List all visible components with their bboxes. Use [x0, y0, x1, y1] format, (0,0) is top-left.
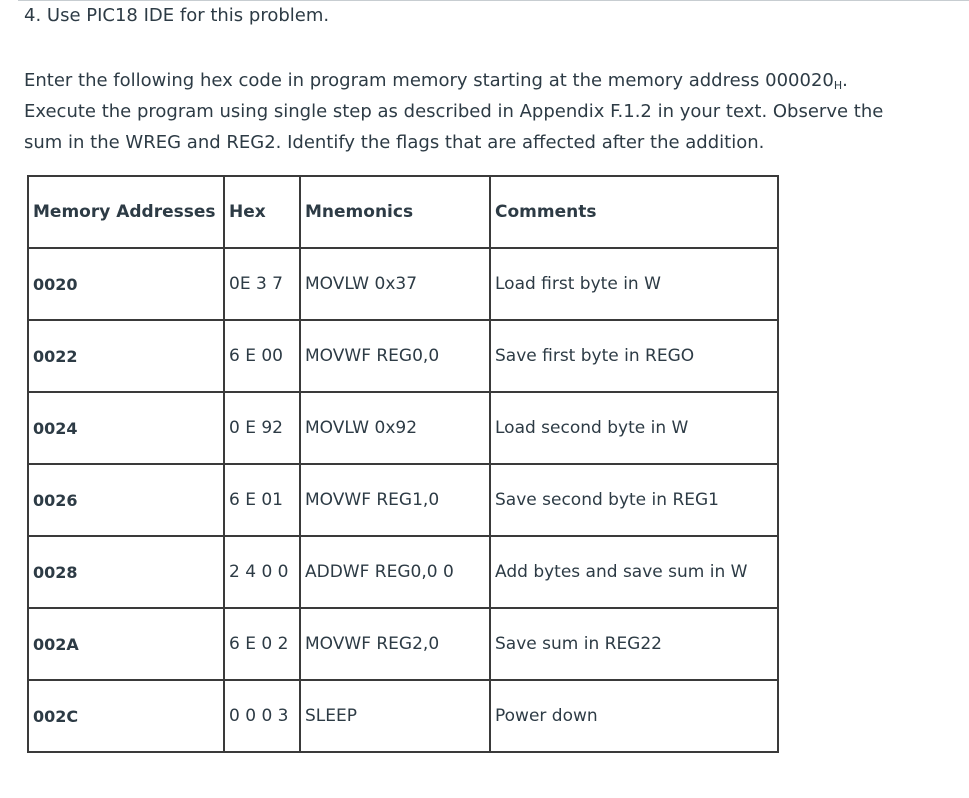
mnemonic-cell: MOVLW 0x92 [300, 392, 490, 464]
hex-cell: 0 0 0 3 [224, 680, 300, 752]
address-cell: 002A [28, 608, 224, 680]
hex-cell: 2 4 0 0 [224, 536, 300, 608]
address-cell: 0026 [28, 464, 224, 536]
table-row [28, 392, 778, 464]
mnemonic-cell: SLEEP [300, 680, 490, 752]
header-mnemonics: Mnemonics [300, 176, 490, 248]
instructions-line-1 [24, 65, 954, 96]
address-cell: 0028 [28, 536, 224, 608]
table-row [28, 536, 778, 608]
address-cell: 0024 [28, 392, 224, 464]
hex-cell: 6 E 0 2 [224, 608, 300, 680]
program-table [27, 175, 779, 753]
hex-subscript: H [833, 79, 843, 92]
hex-cell: 6 E 01 [224, 464, 300, 536]
table-row [28, 680, 778, 752]
instructions-line-2: Execute the program using single step as described in Appendix F.1.2 in your text. Observe the [24, 101, 884, 122]
top-divider [18, 0, 969, 1]
table-header-row [28, 176, 778, 248]
header-hex: Hex [224, 176, 300, 248]
instructions-line-3: sum in the WREG and REG2. Identify the flags that are affected after the addition. [24, 132, 765, 153]
comment-cell: Save sum in REG22 [490, 608, 778, 680]
address-cell: 0022 [28, 320, 224, 392]
comment-cell: Load second byte in W [490, 392, 778, 464]
instructions-line-1-end: . [842, 70, 848, 91]
hex-cell: 6 E 00 [224, 320, 300, 392]
mnemonic-cell: ADDWF REG0,0 0 [300, 536, 490, 608]
mnemonic-cell: MOVWF REG1,0 [300, 464, 490, 536]
instructions-line-1-text: Enter the following hex code in program memory starting at the memory address 000020 [24, 70, 834, 91]
question-title: 4. Use PIC18 IDE for this problem. [24, 5, 330, 26]
hex-cell: 0 E 92 [224, 392, 300, 464]
comment-cell: Save first byte in REGO [490, 320, 778, 392]
comment-cell: Add bytes and save sum in W [490, 536, 778, 608]
header-comments: Comments [490, 176, 778, 248]
comment-cell: Load first byte in W [490, 248, 778, 320]
mnemonic-cell: MOVWF REG0,0 [300, 320, 490, 392]
table-row [28, 248, 778, 320]
table-row [28, 608, 778, 680]
address-cell: 002C [28, 680, 224, 752]
instructions [24, 65, 954, 158]
address-cell: 0020 [28, 248, 224, 320]
comment-cell: Save second byte in REG1 [490, 464, 778, 536]
table-row [28, 320, 778, 392]
header-memory-addresses: Memory Addresses [28, 176, 224, 248]
mnemonic-cell: MOVWF REG2,0 [300, 608, 490, 680]
table-row [28, 464, 778, 536]
mnemonic-cell: MOVLW 0x37 [300, 248, 490, 320]
hex-cell: 0E 3 7 [224, 248, 300, 320]
comment-cell: Power down [490, 680, 778, 752]
